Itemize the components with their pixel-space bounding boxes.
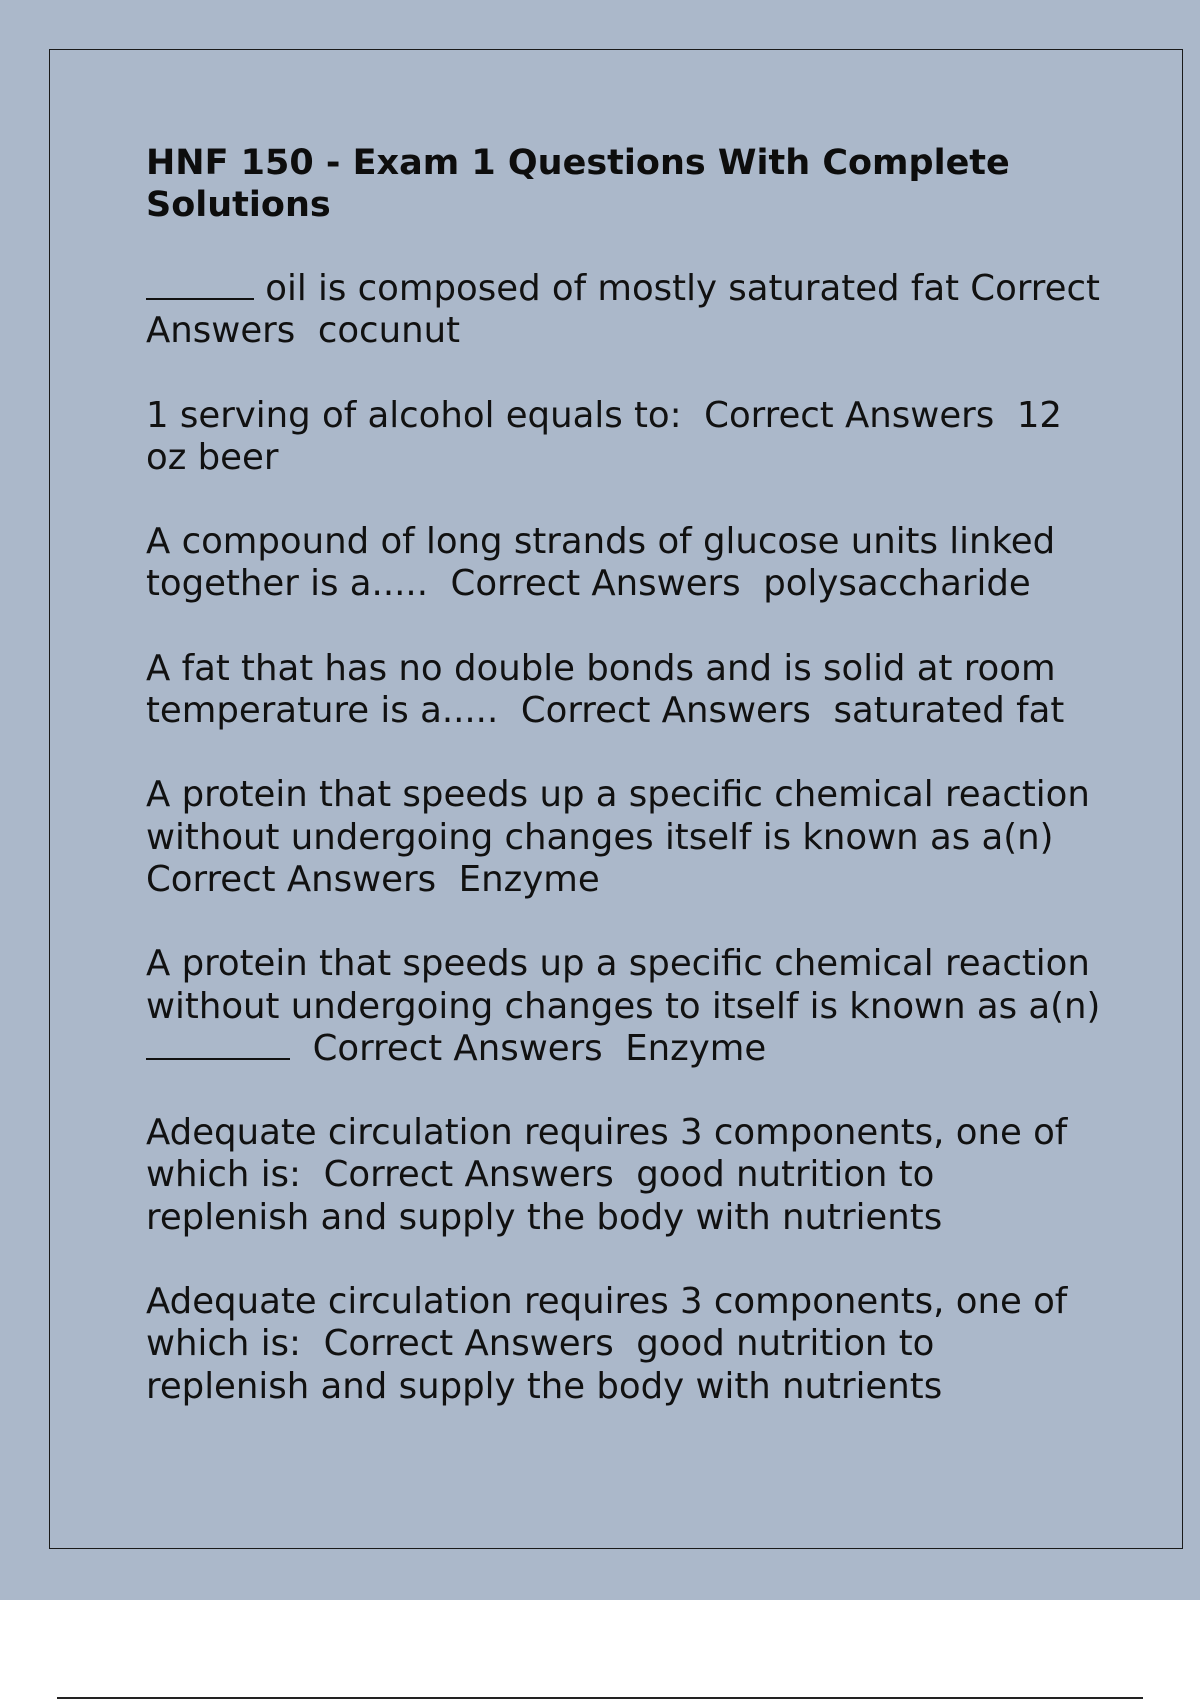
qa-item-6 [146,943,1112,1070]
document-content [146,142,1112,1450]
qa-item-2: 1 serving of alcohol equals to: Correct Answers 12 oz beer [146,394,1074,478]
qa-item-1 [146,268,1112,353]
qa-item-5: A protein that speeds up a specific chemical reaction without undergoing changes itself is known as a(n) Correct Answers Enzyme [146,774,1102,900]
qa-item-6-answer: Correct Answers Enzyme [290,1027,767,1069]
qa-item-3: A compound of long strands of glucose units linked together is a..... Correct Answers polysaccharide [146,521,1067,605]
qa-item-7: Adequate circulation requires 3 components, one of which is: Correct Answers good nutrition to replenish and supply the body with nutrients [146,1112,1079,1238]
blank-line [146,1057,290,1060]
blank-line [146,297,254,300]
footer-divider [57,1697,1143,1699]
qa-item-1-text: oil is composed of mostly saturated fat Correct Answers cocunut [146,268,1112,352]
qa-item-6-question: A protein that speeds up a specific chemical reaction without undergoing changes to itself is known as a(n) [146,943,1112,1027]
qa-item-8: Adequate circulation requires 3 components, one of which is: Correct Answers good nutrition to replenish and supply the body with nutrients [146,1281,1079,1407]
document-title: HNF 150 - Exam 1 Questions With Complete Solutions [146,143,1010,225]
qa-item-4: A fat that has no double bonds and is solid at room temperature is a..... Correct Answers saturated fat [146,647,1067,732]
